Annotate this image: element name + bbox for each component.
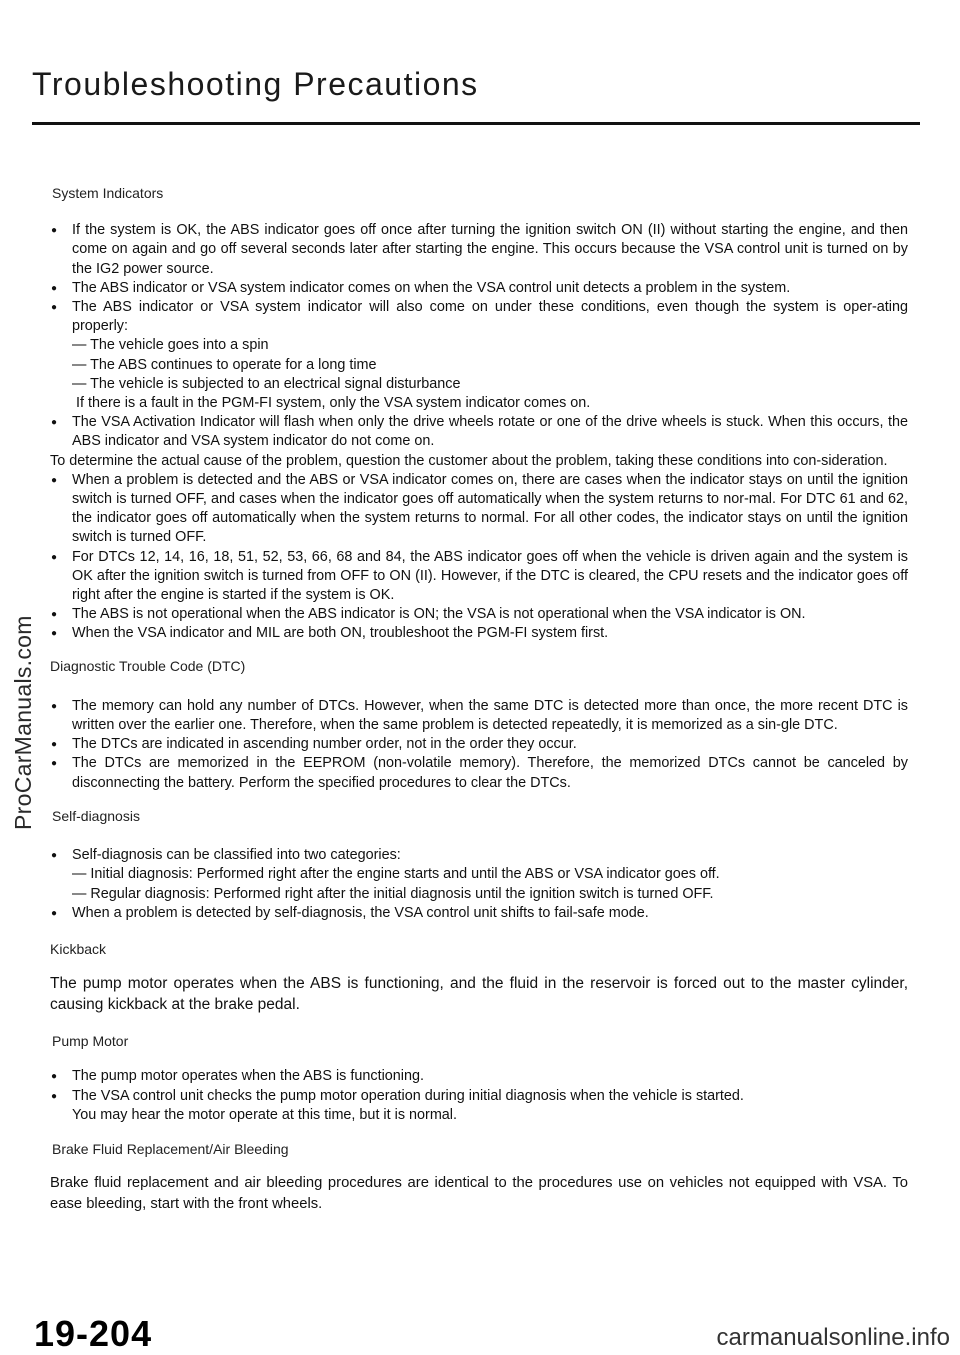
section-heading-brake-fluid: Brake Fluid Replacement/Air Bleeding bbox=[52, 1140, 289, 1157]
list-item: ● The memory can hold any number of DTCs. However, when the same DTC is detected more than once, the more recent DTC is written over the earlier one. Therefore, when the same problem is detected repeatedly, it is memorized as a sin-gle DTC. bbox=[50, 697, 908, 735]
section-system-indicators bbox=[50, 184, 908, 644]
list-item: ● When a problem is detected by self-diagnosis, the VSA control unit shifts to fail-safe mode. bbox=[50, 904, 908, 923]
kickback-paragraph: The pump motor operates when the ABS is functioning, and the fluid in the reservoir is forced out to the master cylinder, causing kickback at the brake pedal. bbox=[50, 975, 908, 1014]
section-heading-dtc: Diagnostic Trouble Code (DTC) bbox=[50, 657, 246, 674]
list-item: ● For DTCs 12, 14, 16, 18, 51, 52, 53, 66, 68 and 84, the ABS indicator goes off when the vehicle is driven again and the system is OK after the ignition switch is turned from OFF to ON (II). However, if the DTC is cleared, the CPU resets and the indicator goes off right after the engine is started if the system is OK. bbox=[50, 548, 908, 606]
pgm-fi-note: If there is a fault in the PGM-FI system, only the VSA system indicator comes on. bbox=[76, 395, 591, 412]
pump-motor-list bbox=[50, 1067, 908, 1125]
dash-item: — Initial diagnosis: Performed right after the engine starts and until the ABS or VSA indicator goes off. bbox=[72, 866, 720, 883]
title-rule bbox=[32, 122, 920, 125]
section-heading-self-diagnosis: Self-diagnosis bbox=[52, 807, 140, 824]
side-watermark-text: ProCarManuals.com bbox=[10, 615, 36, 830]
dash-item: — Regular diagnosis: Performed right after the initial diagnosis until the ignition switch is turned OFF. bbox=[72, 885, 714, 902]
list-item-text: ● Self-diagnosis can be classified into two categories: bbox=[72, 847, 401, 864]
system-indicators-list-2 bbox=[50, 471, 908, 644]
document-body bbox=[50, 184, 908, 1215]
list-item-text: ● The VSA control unit checks the pump motor operation during initial diagnosis when the vehicle is started. bbox=[72, 1087, 744, 1104]
page-number: 19-204 bbox=[34, 1313, 153, 1354]
section-pump-motor bbox=[50, 1032, 908, 1125]
system-indicators-list bbox=[50, 221, 908, 451]
dash-item: — The vehicle is subjected to an electrical signal disturbance bbox=[72, 375, 461, 392]
section-self-diagnosis bbox=[50, 807, 908, 923]
section-brake-fluid bbox=[50, 1140, 908, 1215]
list-item: ● The pump motor operates when the ABS is functioning. bbox=[50, 1067, 908, 1086]
list-item: ● The ABS is not operational when the ABS indicator is ON; the VSA is not operational when the VSA indicator is ON. bbox=[50, 605, 908, 624]
list-item: ● When a problem is detected and the ABS or VSA indicator comes on, there are cases when the indicator stays on until the ignition switch is turned OFF, and cases when the indicator goes off automatically when the system returns to nor-mal. For DTC 61 and 62, the indicator goes off automatically when the system returns to normal. For all other codes, the indicator stays on until the ignition switch is turned OFF. bbox=[50, 471, 908, 548]
brake-fluid-paragraph: Brake fluid replacement and air bleeding procedures are identical to the procedures use on vehicles not equipped with VSA. To ease bleeding, start with the front wheels. bbox=[50, 1175, 908, 1213]
list-item bbox=[50, 846, 908, 904]
list-item bbox=[50, 298, 908, 413]
list-item: ● The ABS indicator or VSA system indicator comes on when the VSA control unit detects a problem in the system. bbox=[50, 279, 908, 298]
dash-item: — The ABS continues to operate for a long time bbox=[72, 356, 377, 373]
list-item: ● The DTCs are indicated in ascending number order, not in the order they occur. bbox=[50, 735, 908, 754]
page-title: Troubleshooting Precautions bbox=[32, 66, 479, 102]
dtc-list bbox=[50, 697, 908, 793]
section-heading-kickback: Kickback bbox=[50, 940, 107, 957]
list-item: ● When the VSA indicator and MIL are both ON, troubleshoot the PGM-FI system first. bbox=[50, 624, 908, 643]
pump-motor-note: You may hear the motor operate at this time, but it is normal. bbox=[72, 1106, 458, 1123]
list-item bbox=[50, 1087, 908, 1125]
list-item: ● The VSA Activation Indicator will flash when only the drive wheels rotate or one of the drive wheels is stuck. When this occurs, the ABS indicator and VSA system indicator do not come on. bbox=[50, 413, 908, 451]
section-heading-system-indicators: System Indicators bbox=[52, 185, 164, 201]
footer-watermark: carmanualsonline.info bbox=[716, 1324, 950, 1351]
dash-item: — The vehicle goes into a spin bbox=[72, 337, 269, 354]
section-heading-pump-motor: Pump Motor bbox=[52, 1033, 129, 1050]
determine-cause-paragraph: To determine the actual cause of the problem, question the customer about the problem, taking these conditions into con-sideration. bbox=[50, 452, 888, 469]
section-dtc bbox=[50, 657, 908, 793]
list-item: ● The DTCs are memorized in the EEPROM (non-volatile memory). Therefore, the memorized DTCs cannot be canceled by disconnecting the battery. Perform the specified procedures to clear the DTCs. bbox=[50, 754, 908, 792]
self-diagnosis-list bbox=[50, 846, 908, 923]
section-kickback bbox=[50, 940, 908, 1015]
list-item-text: ● The ABS indicator or VSA system indicator will also come on under these conditions, even though the system is oper-ating properly: bbox=[72, 299, 908, 335]
list-item: ● If the system is OK, the ABS indicator goes off once after turning the ignition switch ON (II) without starting the engine, and then come on again and go off several seconds later after starting the engine. This occurs because the VSA control unit is turned on by the IG2 power source. bbox=[50, 221, 908, 279]
